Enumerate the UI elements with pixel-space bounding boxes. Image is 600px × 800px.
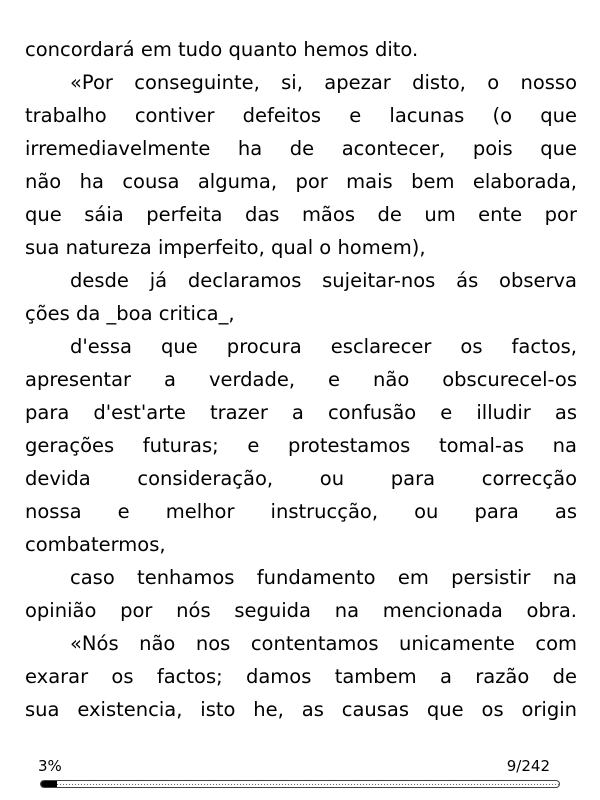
progress-fill (41, 781, 57, 787)
text-line: «Por conseguinte, si, apezar disto, o nosso (70, 71, 577, 94)
text-line: devida consideração, ou para correcção (25, 467, 577, 490)
progress-dots (41, 783, 559, 785)
text-line: que sáia perfeita das mãos de um ente por (25, 203, 577, 226)
text-line: combatermos, (25, 533, 166, 556)
progress-bar[interactable] (40, 780, 560, 788)
text-line: não ha cousa alguma, por mais bem elaborada, (25, 170, 577, 193)
text-line: d'essa que procura esclarecer os factos, (70, 335, 577, 358)
progress-percent: 3% (38, 757, 62, 775)
text-line: desde já declaramos sujeitar-nos ás observa (70, 269, 577, 292)
text-line: ções da _boa critica_, (25, 302, 235, 325)
text-line: «Nós não nos contentamos unicamente com (70, 632, 577, 655)
text-line: gerações futuras; e protestamos tomal-as na (25, 434, 577, 457)
text-line: apresentar a verdade, e não obscurecel-os (25, 368, 577, 391)
page-number: 9/242 (506, 757, 550, 775)
text-line: opinião por nós seguida na mencionada obra. (25, 599, 577, 622)
text-line: nossa e melhor instrucção, ou para as (25, 500, 577, 523)
page-text (25, 33, 577, 726)
text-line: para d'est'arte trazer a confusão e illudir as (25, 401, 577, 424)
text-line: concordará em tudo quanto hemos dito. (25, 38, 419, 61)
status-footer (38, 756, 560, 792)
text-line: sua natureza imperfeito, qual o homem), (25, 236, 426, 259)
text-line: exarar os factos; damos tambem a razão de (25, 665, 577, 688)
text-line: trabalho contiver defeitos e lacunas (o que (25, 104, 577, 127)
text-line: caso tenhamos fundamento em persistir na (70, 566, 577, 589)
text-line: irremediavelmente ha de acontecer, pois que (25, 137, 577, 160)
text-line: sua existencia, isto he, as causas que os origin (25, 698, 577, 721)
